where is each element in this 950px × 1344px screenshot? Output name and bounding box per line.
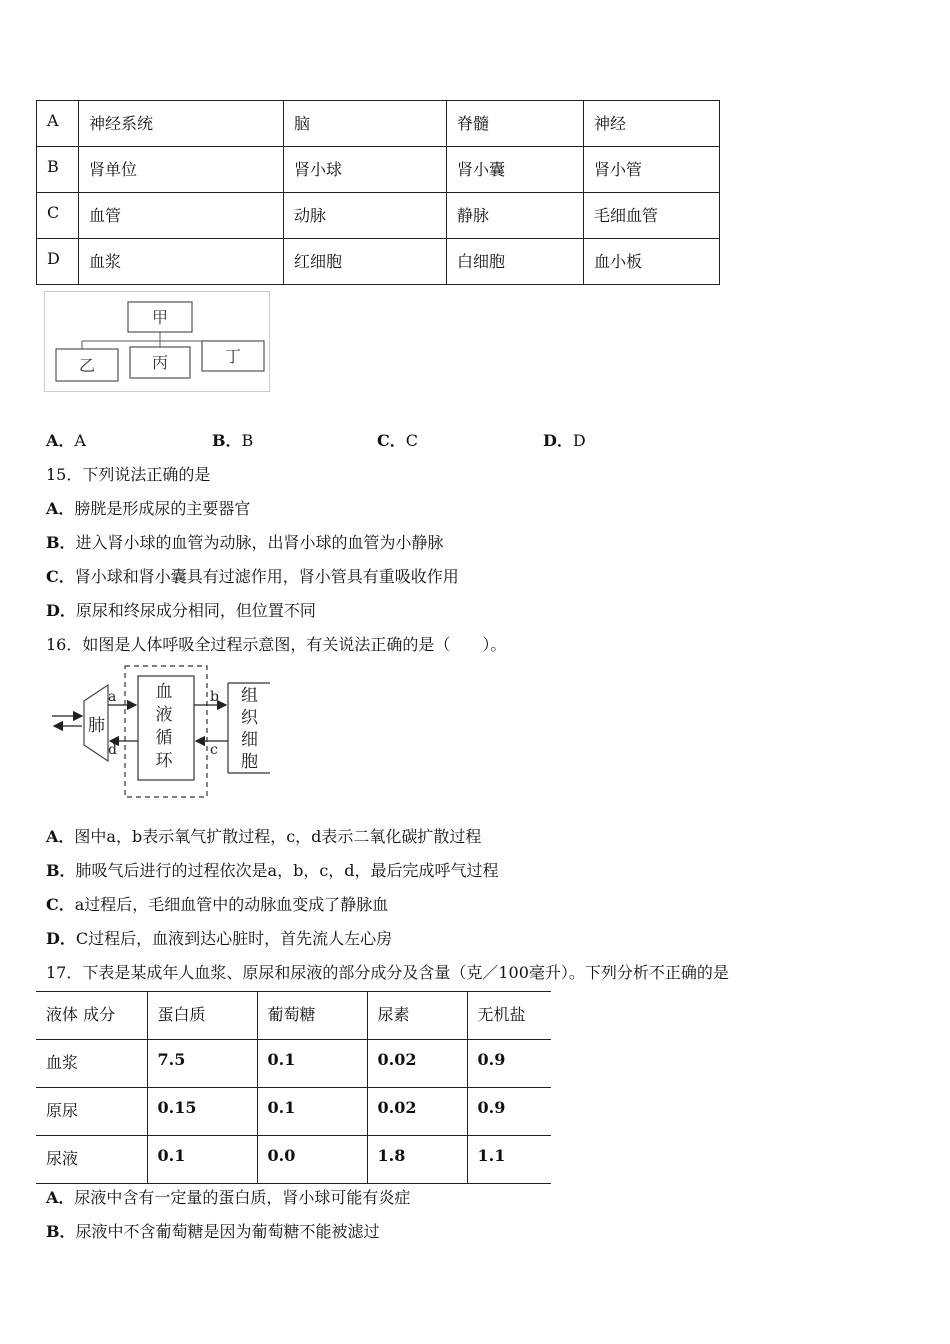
node-bing: 丙 xyxy=(151,353,169,372)
table-header-cell: 尿素 xyxy=(367,992,467,1040)
q15-option-b[interactable] xyxy=(46,530,444,553)
q16-option-c[interactable] xyxy=(46,892,388,915)
table-row xyxy=(36,1088,551,1136)
q16-option-b[interactable] xyxy=(46,858,499,881)
option-label: A． xyxy=(46,1188,75,1207)
q15-option-a[interactable] xyxy=(46,496,250,519)
table-cell: 白细胞 xyxy=(447,239,584,285)
option-label: C． xyxy=(377,431,406,450)
table-cell: 脑 xyxy=(284,101,447,147)
q15-stem: 15．下列说法正确的是 xyxy=(46,465,211,484)
table-cell: 0.9 xyxy=(467,1088,551,1136)
label-b: b xyxy=(210,689,219,705)
table-cell: 血小板 xyxy=(584,239,720,285)
option-label: C． xyxy=(46,567,75,586)
option-text: 膀胱是形成尿的主要器官 xyxy=(74,499,251,518)
option-text: C xyxy=(405,431,418,450)
table-cell: 血浆 xyxy=(79,239,284,285)
q14-option-c[interactable] xyxy=(377,428,418,451)
option-text: 进入肾小球的血管为动脉，出肾小球的血管为小静脉 xyxy=(75,533,444,552)
table-cell: 0.1 xyxy=(257,1040,367,1088)
table-cell: 原尿 xyxy=(36,1088,147,1136)
q16-stem: 16．如图是人体呼吸全过程示意图，有关说法正确的是（ ）。 xyxy=(46,635,507,654)
hierarchy-figure xyxy=(44,291,270,392)
tissue-char-1: 组 xyxy=(241,686,258,706)
option-label: B． xyxy=(46,533,76,552)
table-cell: 0.9 xyxy=(467,1040,551,1088)
node-ding: 丁 xyxy=(224,347,242,366)
table-cell: 肾小管 xyxy=(584,147,720,193)
option-text: 尿液中不含葡萄糖是因为葡萄糖不能被滤过 xyxy=(75,1222,380,1241)
option-text: a过程后，毛细血管中的动脉血变成了静脉血 xyxy=(74,895,389,914)
option-label: D． xyxy=(46,929,76,948)
option-label: C． xyxy=(46,895,75,914)
table-cell: D xyxy=(37,239,79,285)
node-jia: 甲 xyxy=(151,308,169,327)
blood-char-2: 液 xyxy=(155,705,173,725)
table-cell: 0.0 xyxy=(257,1136,367,1184)
table-cell: 动脉 xyxy=(284,193,447,239)
table-cell: 1.8 xyxy=(367,1136,467,1184)
option-label: B． xyxy=(46,861,76,880)
table-cell: 1.1 xyxy=(467,1136,551,1184)
table-cell: 肾小球 xyxy=(284,147,447,193)
table-cell: 0.1 xyxy=(257,1088,367,1136)
option-text: 肺吸气后进行的过程依次是a，b，c，d，最后完成呼气过程 xyxy=(75,861,499,880)
option-label: A． xyxy=(46,431,75,450)
table-row xyxy=(37,193,720,239)
q16-option-a[interactable] xyxy=(46,824,481,847)
tissue-char-2: 织 xyxy=(241,708,258,728)
table-cell: 尿液 xyxy=(36,1136,147,1184)
label-a: a xyxy=(108,689,117,705)
composition-table xyxy=(36,991,551,1184)
table-cell: 红细胞 xyxy=(284,239,447,285)
q16-option-d[interactable] xyxy=(46,926,392,949)
option-text: 原尿和终尿成分相同，但位置不同 xyxy=(75,601,316,620)
blood-char-3: 循 xyxy=(155,728,173,748)
label-d: d xyxy=(108,742,117,758)
q17-stem: 17．下表是某成年人血浆、原尿和尿液的部分成分及含量（克／100毫升）。下列分析不正确的是 xyxy=(46,963,729,982)
table-cell: 脊髓 xyxy=(447,101,584,147)
q17-option-a[interactable] xyxy=(46,1185,410,1208)
table-row xyxy=(37,147,720,193)
option-text: 尿液中含有一定量的蛋白质，肾小球可能有炎症 xyxy=(74,1188,411,1207)
table-cell: C xyxy=(37,193,79,239)
respiration-figure xyxy=(50,663,275,801)
table-header-row xyxy=(36,992,551,1040)
table-cell: 血管 xyxy=(79,193,284,239)
blood-char-1: 血 xyxy=(155,682,173,702)
table-cell: 肾单位 xyxy=(79,147,284,193)
option-label: D． xyxy=(543,431,573,450)
table-cell: 毛细血管 xyxy=(584,193,720,239)
table-row xyxy=(36,1136,551,1184)
option-label: B． xyxy=(212,431,242,450)
table-header-cell: 无机盐 xyxy=(467,992,551,1040)
q14-option-a[interactable] xyxy=(46,428,86,451)
table-row xyxy=(36,1040,551,1088)
tissue-char-4: 胞 xyxy=(241,752,258,772)
lung-label: 肺 xyxy=(88,716,105,736)
option-label: A． xyxy=(46,827,75,846)
q15-option-d[interactable] xyxy=(46,598,316,621)
option-text: A xyxy=(74,431,86,450)
table-cell: 神经系统 xyxy=(79,101,284,147)
table-row xyxy=(37,101,720,147)
table-cell: A xyxy=(37,101,79,147)
table-cell: 血浆 xyxy=(36,1040,147,1088)
q14-option-b[interactable] xyxy=(212,428,253,451)
table-header-cell: 液体 成分 xyxy=(36,992,147,1040)
q14-option-d[interactable] xyxy=(543,428,586,451)
concept-table xyxy=(36,100,720,285)
option-text: B xyxy=(241,431,254,450)
option-label: B． xyxy=(46,1222,76,1241)
table-cell: 肾小囊 xyxy=(447,147,584,193)
option-text: 图中a，b表示氧气扩散过程，c，d表示二氧化碳扩散过程 xyxy=(74,827,482,846)
table-cell: 0.02 xyxy=(367,1040,467,1088)
table-cell: 神经 xyxy=(584,101,720,147)
q17-option-b[interactable] xyxy=(46,1219,380,1242)
option-text: 肾小球和肾小囊具有过滤作用，肾小管具有重吸收作用 xyxy=(74,567,459,586)
q15-option-c[interactable] xyxy=(46,564,459,587)
label-c: c xyxy=(210,742,218,758)
table-header-cell: 蛋白质 xyxy=(147,992,257,1040)
table-row xyxy=(37,239,720,285)
option-text: D xyxy=(572,431,586,450)
table-cell: 0.15 xyxy=(147,1088,257,1136)
table-header-cell: 葡萄糖 xyxy=(257,992,367,1040)
table-cell: 7.5 xyxy=(147,1040,257,1088)
table-cell: 静脉 xyxy=(447,193,584,239)
table-cell: B xyxy=(37,147,79,193)
option-text: C过程后，血液到达心脏时，首先流人左心房 xyxy=(75,929,393,948)
table-cell: 0.02 xyxy=(367,1088,467,1136)
node-yi: 乙 xyxy=(78,356,96,375)
option-label: D． xyxy=(46,601,76,620)
table-cell: 0.1 xyxy=(147,1136,257,1184)
blood-char-4: 环 xyxy=(155,751,173,771)
tissue-char-3: 细 xyxy=(241,730,258,750)
option-label: A． xyxy=(46,499,75,518)
